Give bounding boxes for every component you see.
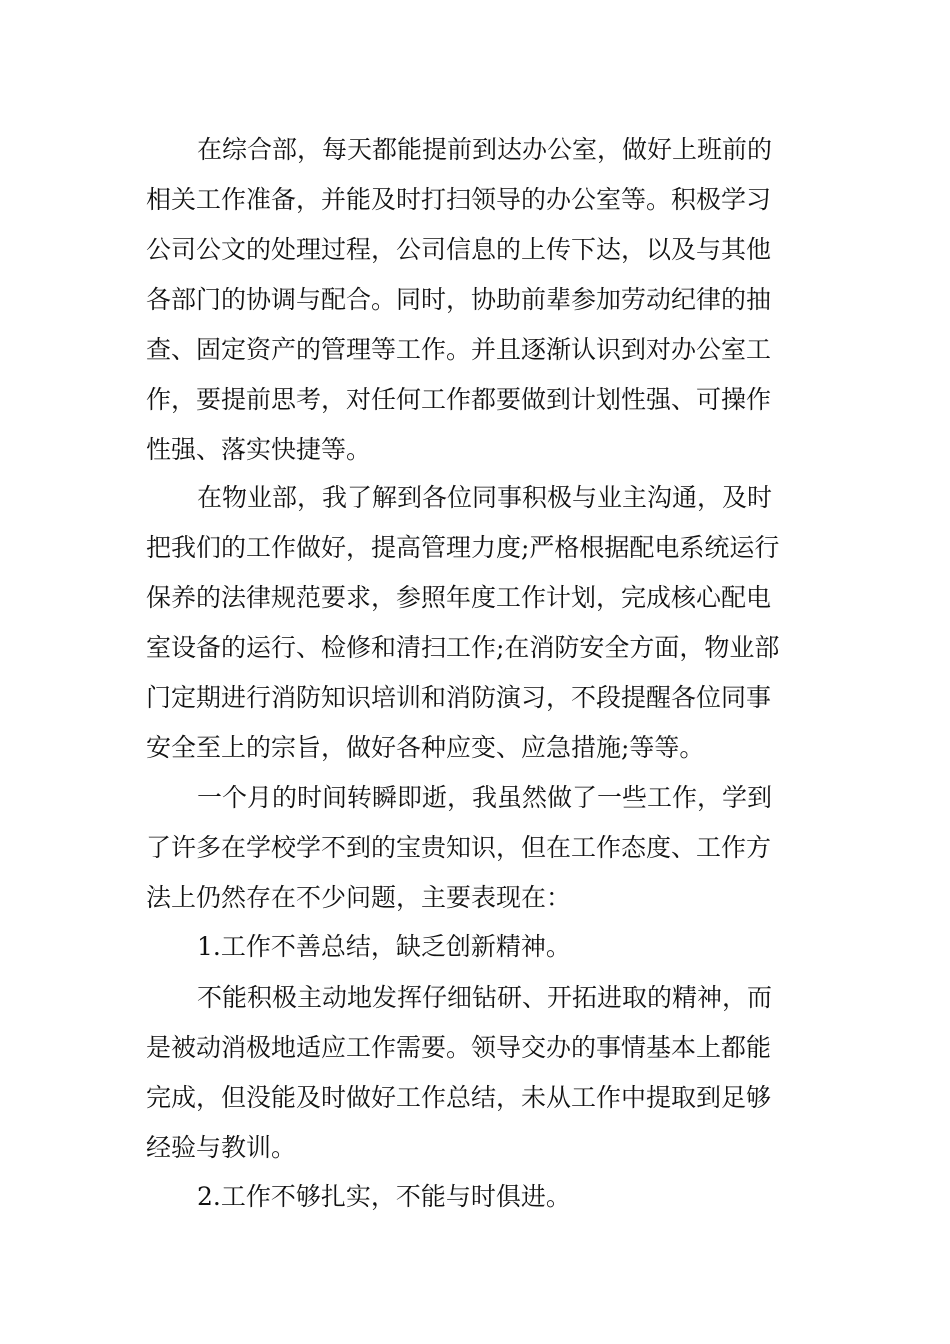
paragraph-line: 法上仍然存在不少问题，主要表现在：: [146, 883, 572, 912]
paragraph-line: 了许多在学校学不到的宝贵知识，但在工作态度、工作方: [146, 833, 772, 862]
paragraph-line: 在综合部，每天都能提前到达办公室，做好上班前的: [197, 135, 773, 164]
paragraph-line: 把我们的工作做好，提高管理力度;严格根据配电系统运行: [146, 533, 780, 562]
paragraph-line: 完成，但没能及时做好工作总结，未从工作中提取到足够: [146, 1083, 772, 1112]
paragraph-line: 不能积极主动地发挥仔细钻研、开拓进取的精神，而: [197, 983, 773, 1012]
paragraph-line: 公司公文的处理过程，公司信息的上传下达，以及与其他: [146, 235, 772, 264]
paragraph-line: 查、固定资产的管理等工作。并且逐渐认识到对办公室工: [146, 335, 772, 364]
paragraph-line: 经验与教训。: [146, 1133, 297, 1162]
paragraph-line: 室设备的运行、检修和清扫工作;在消防安全方面，物业部: [146, 633, 780, 662]
paragraph-line: 各部门的协调与配合。同时，协助前辈参加劳动纪律的抽: [146, 285, 772, 314]
paragraph-line: 安全至上的宗旨，做好各种应变、应急措施;等等。: [146, 733, 705, 762]
paragraph-line: 作，要提前思考，对任何工作都要做到计划性强、可操作: [146, 385, 772, 414]
paragraph-line: 一个月的时间转瞬即逝，我虽然做了一些工作，学到: [197, 783, 773, 812]
list-item-heading: 2.工作不够扎实，不能与时俱进。: [197, 1182, 571, 1211]
paragraph-line: 在物业部，我了解到各位同事积极与业主沟通，及时: [197, 483, 773, 512]
paragraph-line: 是被动消极地适应工作需要。领导交办的事情基本上都能: [146, 1033, 772, 1062]
paragraph-line: 相关工作准备，并能及时打扫领导的办公室等。积极学习: [146, 185, 772, 214]
paragraph-line: 性强、落实快捷等。: [146, 435, 372, 464]
paragraph-line: 门定期进行消防知识培训和消防演习，不段提醒各位同事: [146, 683, 772, 712]
paragraph-line: 保养的法律规范要求，参照年度工作计划，完成核心配电: [146, 583, 772, 612]
list-item-heading: 1.工作不善总结，缺乏创新精神。: [197, 932, 571, 961]
